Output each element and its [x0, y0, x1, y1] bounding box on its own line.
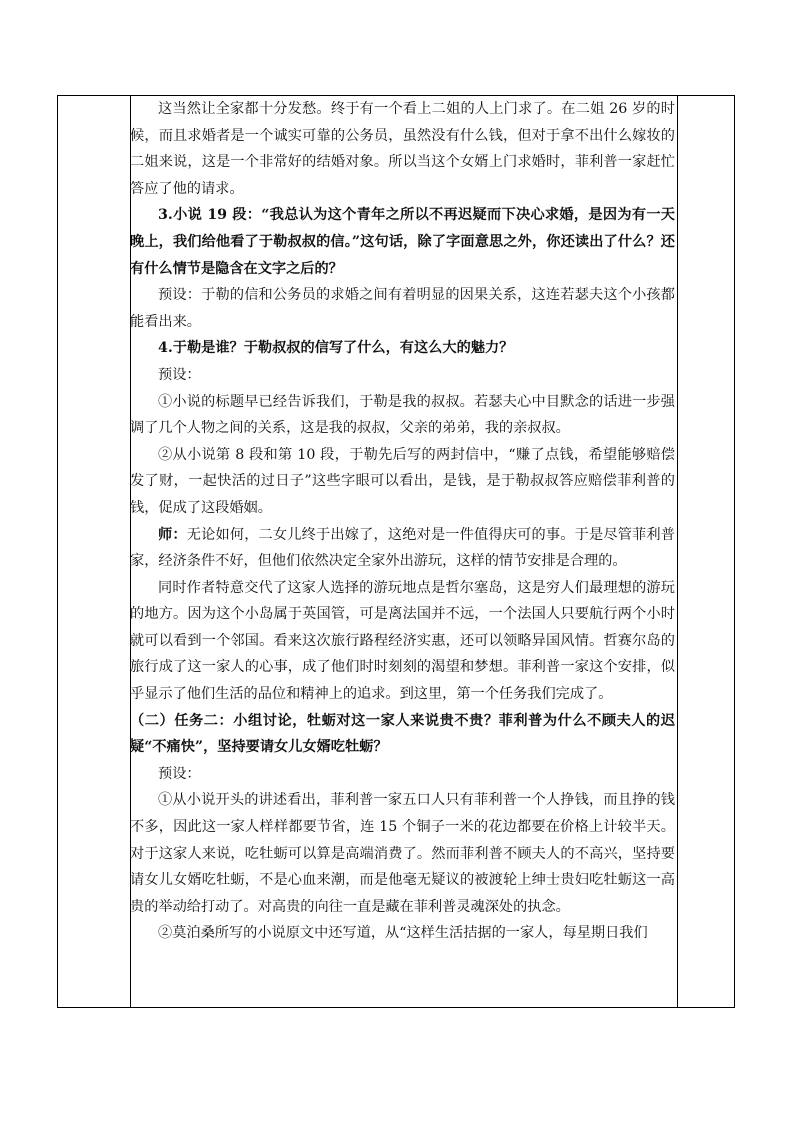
answer-4-point-2: ②从小说第 8 段和第 10 段，于勒先后写的两封信中，“赚了点钱，希望能够赔偿发了财，一起快活的过日子”这些字眼可以看出，是钱，是于勒叔叔答应赔偿菲利普的钱，促成了这段婚姻。 — [130, 446, 675, 516]
question-3: 3.小说 19 段：“我总认为这个青年之所以不再迟疑而下决心求婚，是因为有一天晚上，我们给他看了于勒叔叔的信。”这句话，除了字面意思之外，你还读出了什么？还有什么情节是隐含在文字之后的？ — [130, 207, 675, 277]
preset-label-1: 预设： — [158, 366, 201, 383]
lesson-content — [130, 96, 675, 947]
teacher-label: 师： — [158, 526, 187, 543]
answer-3: 预设：于勒的信和公务员的求婚之间有着明显的因果关系，这连若瑟夫这个小孩都能看出来。 — [130, 287, 675, 330]
paragraph-marriage: 这当然让全家都十分发愁。终于有一个看上二姐的人上门求了。在二姐 26 岁的时候，而且求婚者是一个诚实可靠的公务员，虽然没有什么钱，但对于拿不出什么嫁妆的二姐来说，这是一个非常好的结婚对象。所以当这个女婿上门求婚时，菲利普一家赶忙答应了他的请求。 — [130, 101, 675, 197]
answer-5-point-2: ②莫泊桑所写的小说原文中还写道，从“这样生活拮据的一家人，每星期日我们 — [158, 925, 648, 942]
question-4: 4.于勒是谁？于勒叔叔的信写了什么，有这么大的魅力？ — [158, 340, 514, 357]
column-divider-right — [677, 96, 678, 1007]
teacher-text: 无论如何，二女儿终于出嫁了，这绝对是一件值得庆可的事。于是尽管菲利普家，经济条件不好，但他们依然决定全家外出游玩，这样的情节安排是合理的。 — [130, 526, 675, 570]
preset-label-2: 预设： — [158, 765, 201, 782]
answer-5-point-1: ①从小说开头的讲述看出，菲利普一家五口人只有菲利普一个人挣钱，而且挣的钱不多，因此这一家人样样都要节省，连 15 个铜子一米的花边都要在价格上计较半天。对于这家人来说，吃牡蛎可以算是高端消费了。然而菲利普不顾夫人的不高兴，坚持要请女儿女婿吃牡蛎，不是心血来潮，而是他毫无疑议的被渡轮上绅士贵妇吃牡蛎这一高贵的举动给打动了。对高贵的向往一直是藏在菲利普灵魂深处的执念。 — [130, 792, 675, 915]
paragraph-trip: 同时作者特意交代了这家人选择的游玩地点是哲尔塞岛，这是穷人们最理想的游玩的地方。因为这个小岛属于英国管，可是离法国并不远，一个法国人只要航行两个小时就可以看到一个邻国。看来这次旅行路程经济实惠，还可以领略异国风情。哲赛尔岛的旅行成了这一家人的心事，成了他们时时刻刻的渴望和梦想。菲利普一家这个安排，似乎显示了他们生活的品位和精神上的追求。到这里，第一个任务我们完成了。 — [130, 579, 675, 703]
answer-4-point-1: ①小说的标题早已经告诉我们，于勒是我的叔叔。若瑟夫心中目默念的话进一步强调了几个人物之间的关系，这是我的叔叔，父亲的弟弟，我的亲叔叔。 — [130, 393, 675, 437]
task-2-heading: （二）任务二：小组讨论，牡蛎对这一家人来说贵不贵？菲利普为什么不顾夫人的迟疑“不痛快”，坚持要请女儿女婿吃牡蛎？ — [130, 712, 675, 756]
teacher-remark — [130, 522, 675, 575]
